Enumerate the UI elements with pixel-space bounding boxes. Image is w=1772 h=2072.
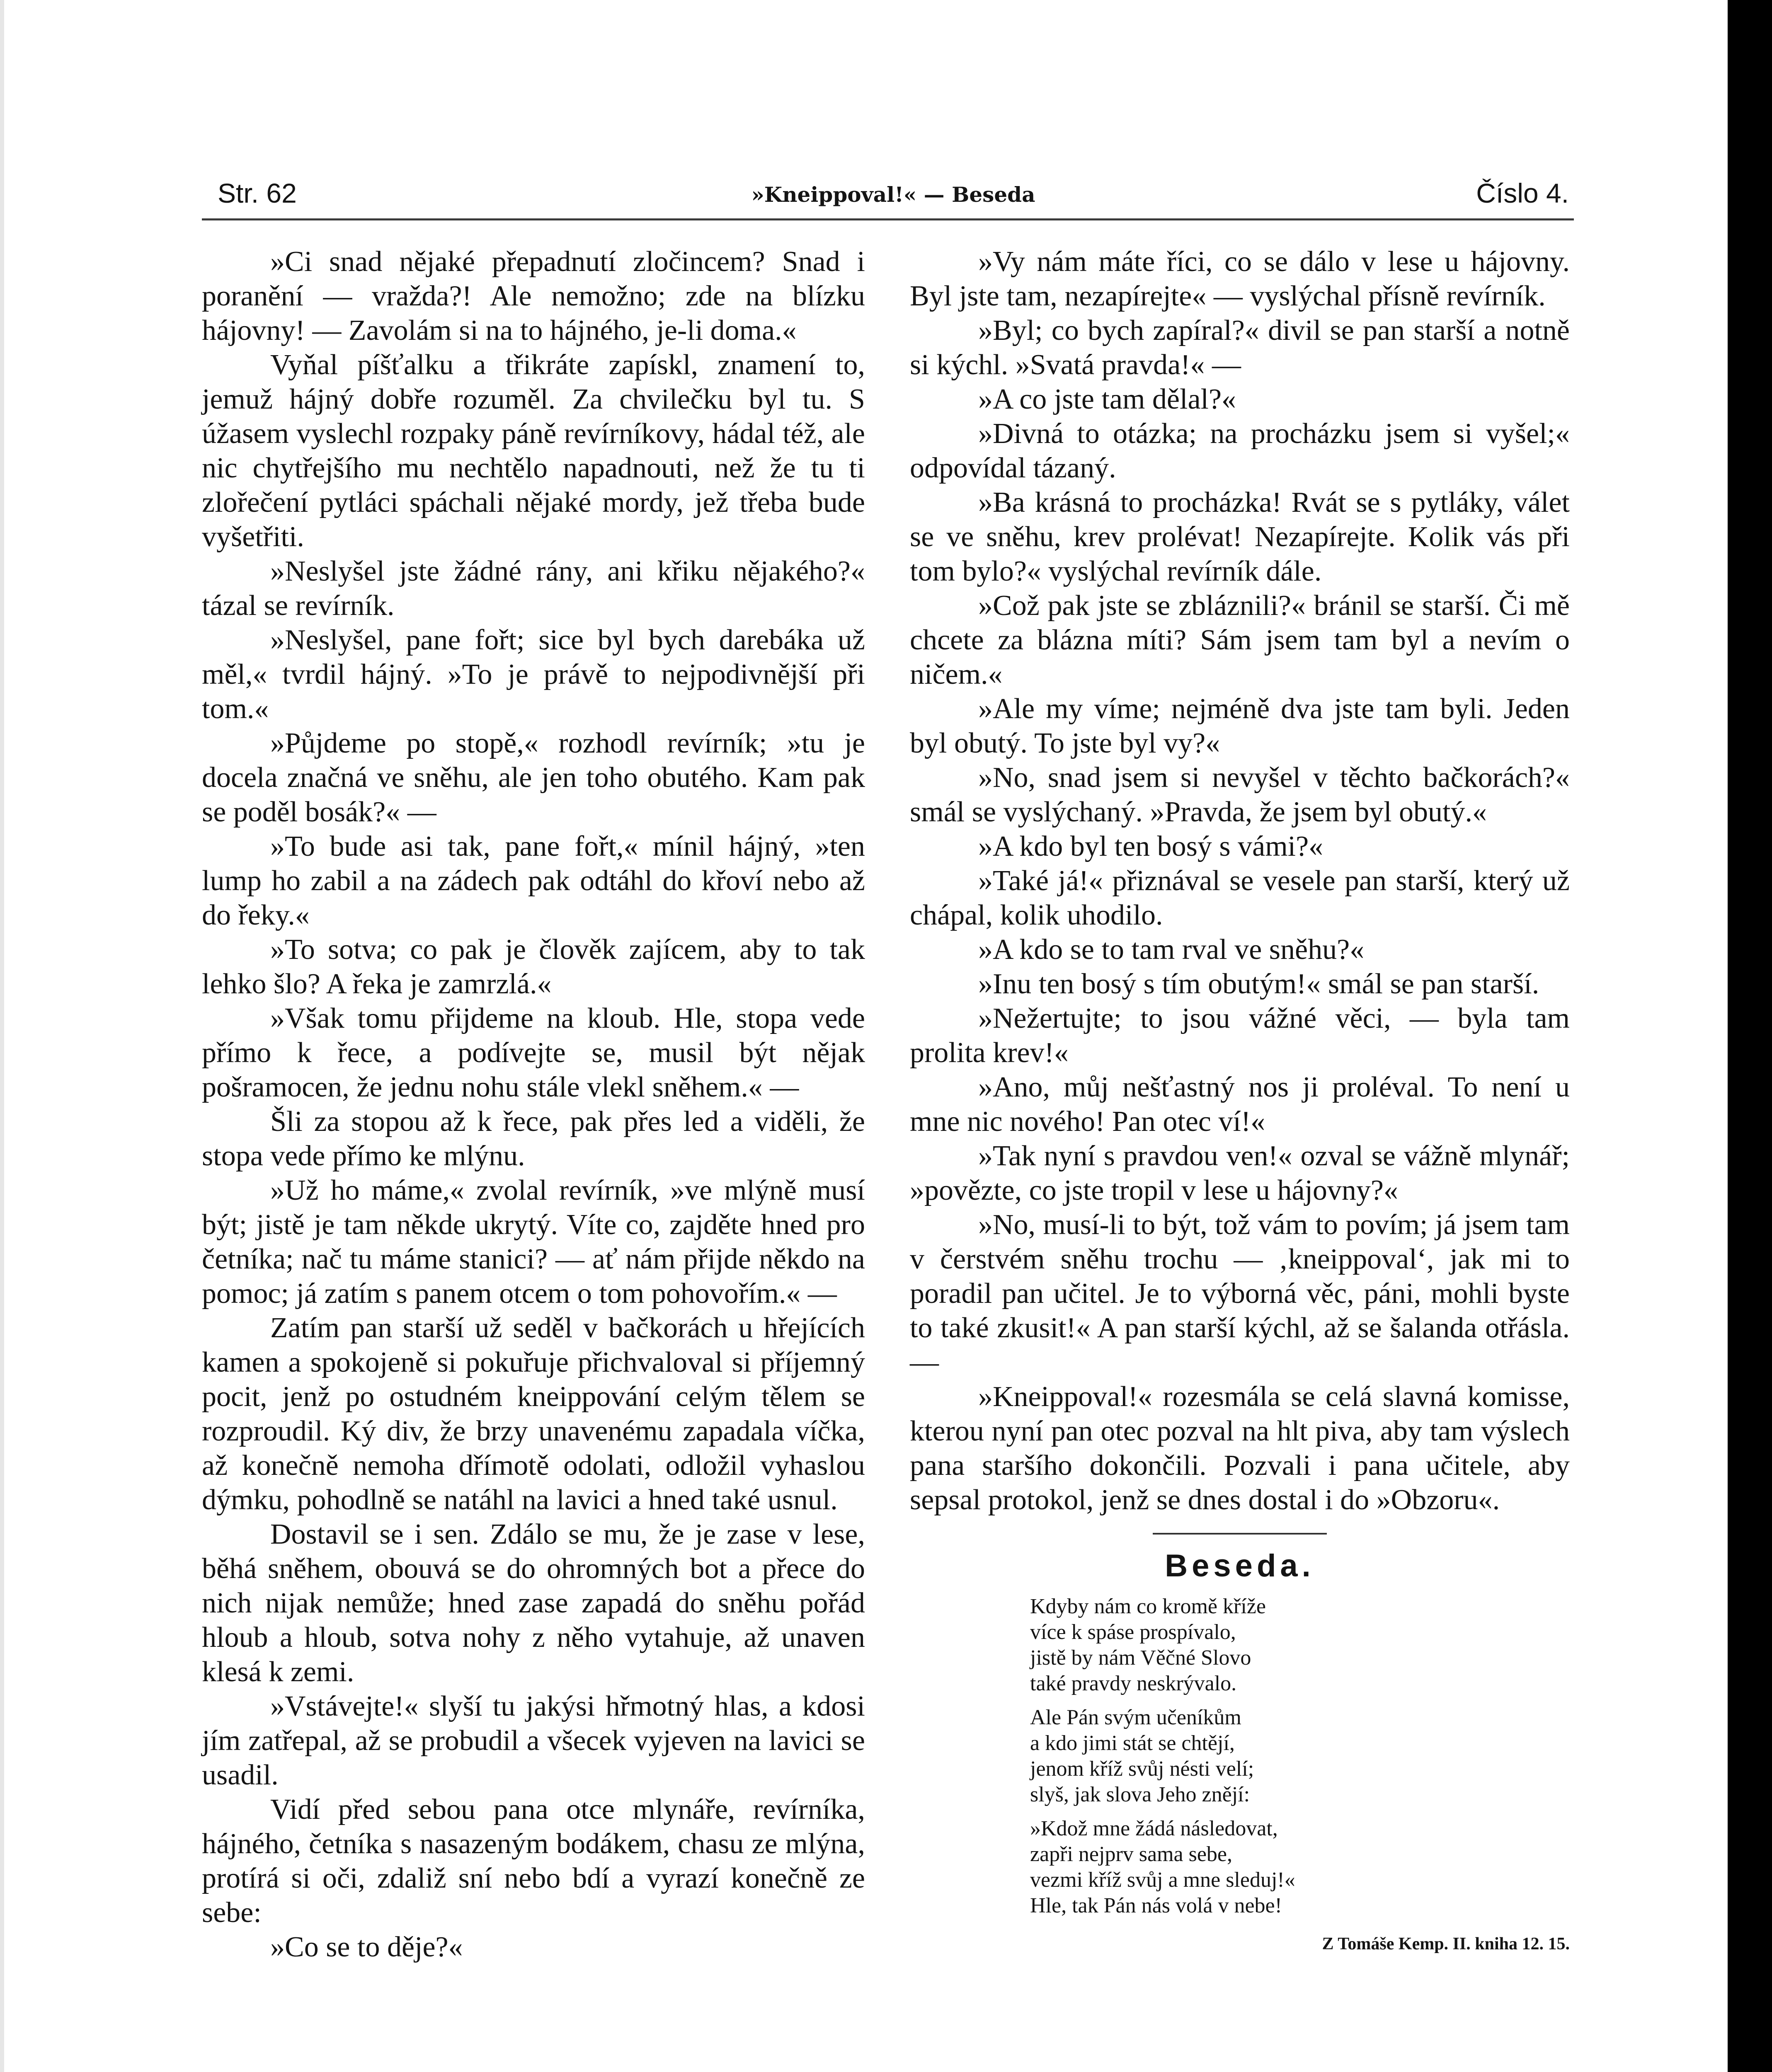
story-continuation (910, 244, 1570, 1517)
paragraph: Vyňal píšťalku a třikráte zapískl, znamení to, jemuž hájný dobře rozuměl. Za chvilečku byl tu. S úžasem vyslechl rozpaky páně revírníkovy, hádal též, ale nic chytřejšího mu nechtělo napadnouti, než že tu ti zlořečení pytláci spáchali nějaké mordy, jež třeba bude vyšetřiti. (202, 349, 865, 553)
poem-line: více k spáse prospívalo, (1030, 1620, 1236, 1644)
paragraph: »Co se to děje?« (270, 1931, 463, 1963)
poem-line: Kdyby nám co kromě kříže (1030, 1595, 1266, 1618)
right-column (910, 244, 1570, 1961)
scan-edge-right (1728, 0, 1772, 2072)
paragraph: Dostavil se i sen. Zdálo se mu, že je zase v lese, běhá sněhem, obouvá se do ohromných bot a přece do nich nijak nemůže; hned zase zapadá do sněhu pořád hloub a hloub, sotva nohy z něho vytahuje, až unaven klesá k zemi. (202, 1518, 865, 1688)
paragraph: »Nežertujte; to jsou vážné věci, — byla tam prolita krev!« (910, 1002, 1570, 1069)
poem-attribution: Z Tomáše Kemp. II. kniha 12. 15. (1322, 1934, 1570, 1953)
paragraph: »Ano, můj nešťastný nos ji proléval. To není u mne nic nového! Pan otec ví!« (910, 1071, 1570, 1138)
paragraph: Šli za stopou až k řece, pak přes led a viděli, že stopa vede přímo ke mlýnu. (202, 1106, 865, 1172)
paragraph: »A kdo se to tam rval ve sněhu?« (978, 934, 1365, 966)
poem-line: zapři nejprv sama sebe, (1030, 1842, 1233, 1866)
paragraph: »Už ho máme,« zvolal revírník, »ve mlýně musí být; jistě je tam někde ukrytý. Víte co, zajděte hned pro četníka; nač tu máme stanici? — ať nám přijde někdo na pomoc; já zatím s panem otcem o tom pohovořím.« — (202, 1174, 865, 1310)
poem (1030, 1594, 1570, 1919)
page-header (218, 177, 1569, 215)
left-column (202, 244, 865, 1964)
page-number: Str. 62 (218, 178, 297, 208)
poem-line: a kdo jimi stát se chtějí, (1030, 1731, 1235, 1755)
paragraph: »Půjdeme po stopě,« rozhodl revírník; »tu je docela značná ve sněhu, ale jen toho obutého. Kam pak se poděl bosák?« — (202, 727, 865, 828)
paragraph: »Ba krásná to procházka! Rvát se s pytláky, válet se ve sněhu, krev prolévat! Nezapírejte. Kolik vás při tom bylo?« vyslýchal revírník dále. (910, 487, 1570, 587)
scan-edge-left (0, 0, 4, 2072)
paragraph: »Vstávejte!« slyší tu jakýsi hřmotný hlas, a kdosi jím zatřepal, až se probudil a všecek vyjeven na lavici se usadil. (202, 1690, 865, 1791)
paragraph: »Divná to otázka; na procházku jsem si vyšel;« odpovídal tázaný. (910, 418, 1570, 484)
paragraph: Zatím pan starší už seděl v bačkorách u hřejících kamen a spokojeně si pokuřuje přichvaloval si příjemný pocit, jenž po ostudném kneippování celým tělem se rozproudil. Ký div, že brzy unavenému zapadala víčka, až konečně nemoha dřímotě odolati, odložil vyhaslou dýmku, pohodlně se natáhl na lavici a hned také usnul. (202, 1312, 865, 1516)
poem-line: »Kdož mne žádá následovat, (1030, 1817, 1278, 1840)
poem-line: vezmi kříž svůj a mne sleduj!« (1030, 1868, 1295, 1892)
paragraph: »Však tomu přijdeme na kloub. Hle, stopa vede přímo k řece, a podívejte se, musil být nějak pošramocen, že jednu nohu stále vlekl sněhem.« — (202, 1002, 865, 1103)
paragraph: »No, snad jsem si nevyšel v těchto bačkorách?« smál se vyslýchaný. »Pravda, že jsem byl obutý.« (910, 762, 1570, 828)
paragraph: »A kdo byl ten bosý s vámi?« (978, 830, 1324, 862)
paragraph: Vidí před sebou pana otce mlynáře, revírníka, hájného, četníka s nasazeným bodákem, chasu ze mlýna, protírá si oči, zdaliž sní nebo bdí a vyrazí konečně ze sebe: (202, 1794, 865, 1929)
section-title: Beseda. (1165, 1548, 1315, 1583)
paragraph: »Tak nyní s pravdou ven!« ozval se vážně mlynář; »povězte, co jste tropil v lese u hájovny?« (910, 1140, 1570, 1206)
paragraph: »Inu ten bosý s tím obutým!« smál se pan starší. (978, 968, 1539, 1000)
poem-stanza (1030, 1816, 1570, 1919)
section-divider (1153, 1533, 1327, 1535)
paragraph: »Byl; co bych zapíral?« divil se pan starší a notně si kýchl. »Svatá pravda!« — (910, 315, 1570, 381)
poem-stanza (1030, 1594, 1570, 1697)
paragraph: »No, musí-li to být, tož vám to povím; já jsem tam v čerstvém sněhu trochu — ‚kneippoval‘, jak mi to poradil pan učitel. Je to výborná věc, páni, mohli byste to také zkusit!« A pan starší kýchl, až se šalanda otřásla. — (910, 1209, 1570, 1378)
paragraph: »Ale my víme; nejméně dva jste tam byli. Jeden byl obutý. To jste byl vy?« (910, 693, 1570, 759)
paragraph: »A co jste tam dělal?« (978, 383, 1236, 415)
paragraph: »Vy nám máte říci, co se dálo v lese u hájovny. Byl jste tam, nezapírejte« — vyslýchal přísně revírník. (910, 246, 1570, 312)
poem-line: Hle, tak Pán nás volá v nebe! (1030, 1894, 1282, 1917)
running-title: »Kneippoval!« — Beseda (751, 182, 1035, 207)
paragraph: »Ci snad nějaké přepadnutí zločincem? Snad i poranění — vražda?! Ale nemožno; zde na blízku hájovny! — Zavolám si na to hájného, je-li doma.« (202, 246, 865, 346)
paragraph: »To sotva; co pak je člověk zajícem, aby to tak lehko šlo? A řeka je zamrzlá.« (202, 934, 865, 1000)
poem-stanza (1030, 1705, 1570, 1808)
poem-line: jistě by nám Věčné Slovo (1030, 1646, 1251, 1670)
header-rule (202, 218, 1574, 220)
poem-line: jenom kříž svůj nésti velí; (1030, 1757, 1254, 1781)
poem-line: také pravdy neskrývalo. (1030, 1672, 1237, 1695)
issue-number: Číslo 4. (1476, 178, 1569, 208)
paragraph: »To bude asi tak, pane fořt,« mínil hájný, »ten lump ho zabil a na zádech pak odtáhl do křoví nebo až do řeky.« (202, 830, 865, 931)
paragraph: »Což pak jste se zbláznili?« bránil se starší. Či mě chcete za blázna míti? Sám jsem tam byl a nevím o ničem.« (910, 590, 1570, 690)
paragraph: »Neslyšel jste žádné rány, ani křiku nějakého?« tázal se revírník. (202, 555, 865, 622)
paragraph: »Neslyšel, pane fořt; sice byl bych darebáka už měl,« tvrdil hájný. »To je právě to nejpodivnější při tom.« (202, 624, 865, 725)
paragraph: »Také já!« přiznával se vesele pan starší, který už chápal, kolik uhodilo. (910, 865, 1570, 931)
poem-line: slyš, jak slova Jeho znějí: (1030, 1783, 1250, 1806)
paragraph: »Kneippoval!« rozesmála se celá slavná komisse, kterou nyní pan otec pozval na hlt piva, aby tam výslech pana staršího dokončili. Pozvali i pana učitele, aby sepsal protokol, jenž se dnes dostal i do »Obzoru«. (910, 1381, 1570, 1516)
poem-line: Ale Pán svým učeníkům (1030, 1706, 1241, 1729)
